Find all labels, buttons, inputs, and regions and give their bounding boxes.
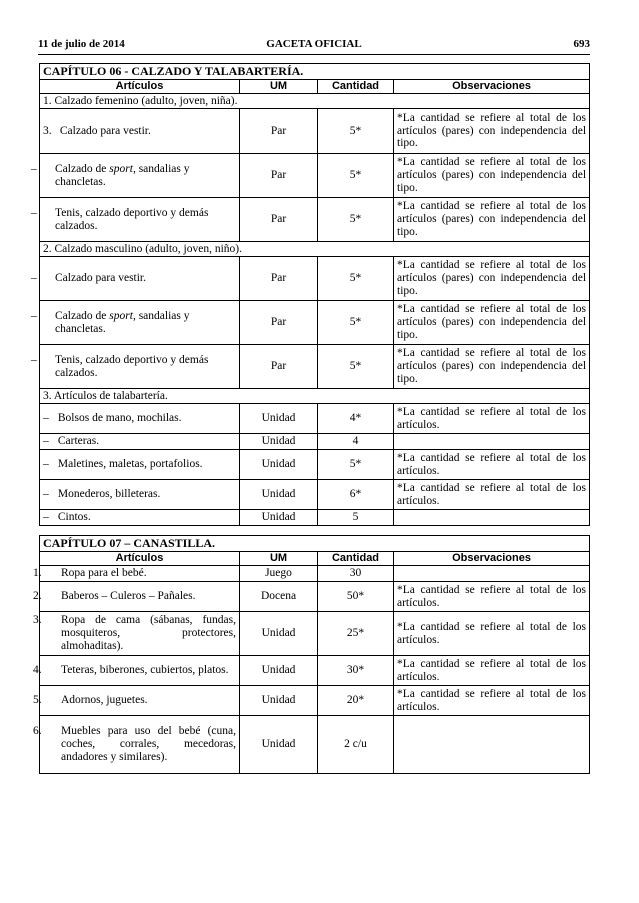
um-cell: Par xyxy=(240,301,318,345)
table-row xyxy=(40,582,590,612)
qty-cell: 5* xyxy=(318,154,394,198)
qty-cell: 5* xyxy=(318,345,394,389)
item-cell: – Tenis, calzado deportivo y demás calzados. xyxy=(40,345,240,389)
header-title: GACETA OFICIAL xyxy=(266,38,362,50)
table-row xyxy=(40,301,590,345)
item-cell: – Tenis, calzado deportivo y demás calzados. xyxy=(40,198,240,242)
table-row xyxy=(40,198,590,242)
qty-cell: 5* xyxy=(318,450,394,480)
col-header-observaciones: Observaciones xyxy=(394,80,590,94)
header-date: 11 de julio de 2014 xyxy=(38,38,125,50)
col-header-um: UM xyxy=(240,80,318,94)
item-cell: – Calzado para vestir. xyxy=(40,257,240,301)
table-row xyxy=(40,434,590,450)
qty-cell: 5* xyxy=(318,198,394,242)
obs-cell: *La cantidad se refiere al total de los artículos (pares) con independencia del tipo. xyxy=(394,257,590,301)
um-cell: Unidad xyxy=(240,450,318,480)
qty-cell: 30 xyxy=(318,566,394,582)
qty-cell: 4 xyxy=(318,434,394,450)
header-page-number: 693 xyxy=(573,38,590,50)
col-header-articulos: Artículos xyxy=(40,80,240,94)
obs-cell: *La cantidad se refiere al total de los artículos (pares) con independencia del tipo. xyxy=(394,109,590,154)
item-cell: – Carteras. xyxy=(40,434,240,450)
obs-cell xyxy=(394,434,590,450)
item-cell: 3. Calzado para vestir. xyxy=(40,109,240,154)
um-cell: Unidad xyxy=(240,510,318,526)
qty-cell: 5 xyxy=(318,510,394,526)
col-header-um: UM xyxy=(240,552,318,566)
um-cell: Par xyxy=(240,198,318,242)
item-cell: – Bolsos de mano, mochilas. xyxy=(40,404,240,434)
um-cell: Juego xyxy=(240,566,318,582)
item-cell: – Calzado de sport, sandalias y chancletas. xyxy=(40,154,240,198)
obs-cell: *La cantidad se refiere al total de los artículos. xyxy=(394,404,590,434)
um-cell: Unidad xyxy=(240,612,318,656)
obs-cell: *La cantidad se refiere al total de los artículos. xyxy=(394,450,590,480)
table-row xyxy=(40,510,590,526)
um-cell: Par xyxy=(240,257,318,301)
section-calzado-masculino: 2. Calzado masculino (adulto, joven, niño). xyxy=(40,242,590,257)
qty-cell: 50* xyxy=(318,582,394,612)
col-header-cantidad: Cantidad xyxy=(318,552,394,566)
obs-cell: *La cantidad se refiere al total de los artículos (pares) con independencia del tipo. xyxy=(394,154,590,198)
table-row xyxy=(40,257,590,301)
table-row xyxy=(40,566,590,582)
col-header-observaciones: Observaciones xyxy=(394,552,590,566)
chapter-06-title: CAPÍTULO 06 - CALZADO Y TALABARTERÍA. xyxy=(40,64,590,80)
qty-cell: 5* xyxy=(318,109,394,154)
obs-cell: *La cantidad se refiere al total de los artículos. xyxy=(394,582,590,612)
item-cell: 1. Ropa para el bebé. xyxy=(40,566,240,582)
item-cell: – Calzado de sport, sandalias y chancletas. xyxy=(40,301,240,345)
table-row xyxy=(40,345,590,389)
table-row xyxy=(40,612,590,656)
qty-cell: 4* xyxy=(318,404,394,434)
item-cell: 4. Teteras, biberones, cubiertos, platos. xyxy=(40,656,240,686)
obs-cell: *La cantidad se refiere al total de los artículos. xyxy=(394,656,590,686)
item-cell: 2. Baberos – Culeros – Pañales. xyxy=(40,582,240,612)
chapter-07-table xyxy=(33,535,590,774)
obs-cell: *La cantidad se refiere al total de los artículos (pares) con independencia del tipo. xyxy=(394,345,590,389)
page-header xyxy=(38,38,590,55)
chapter-06-table-block xyxy=(31,63,589,526)
qty-cell: 30* xyxy=(318,656,394,686)
item-cell: 6. Muebles para uso del bebé (cuna, coches, corrales, mecedoras, andadores y similares). xyxy=(40,716,240,774)
qty-cell: 20* xyxy=(318,686,394,716)
table-row xyxy=(40,109,590,154)
item-cell: 5. Adornos, juguetes. xyxy=(40,686,240,716)
table-row xyxy=(40,656,590,686)
obs-cell: *La cantidad se refiere al total de los artículos (pares) con independencia del tipo. xyxy=(394,198,590,242)
item-cell: – Maletines, maletas, portafolios. xyxy=(40,450,240,480)
um-cell: Unidad xyxy=(240,716,318,774)
um-cell: Par xyxy=(240,109,318,154)
qty-cell: 6* xyxy=(318,480,394,510)
obs-cell: *La cantidad se refiere al total de los artículos (pares) con independencia del tipo. xyxy=(394,301,590,345)
chapter-06-table xyxy=(31,63,590,526)
table-row xyxy=(40,480,590,510)
col-header-cantidad: Cantidad xyxy=(318,80,394,94)
um-cell: Par xyxy=(240,154,318,198)
obs-cell: *La cantidad se refiere al total de los artículos. xyxy=(394,480,590,510)
obs-cell xyxy=(394,510,590,526)
obs-cell xyxy=(394,566,590,582)
chapter-07-table-block xyxy=(33,535,589,774)
um-cell: Docena xyxy=(240,582,318,612)
qty-cell: 5* xyxy=(318,301,394,345)
um-cell: Unidad xyxy=(240,686,318,716)
obs-cell xyxy=(394,716,590,774)
table-row xyxy=(40,686,590,716)
table-row xyxy=(40,154,590,198)
chapter-07-title: CAPÍTULO 07 – CANASTILLA. xyxy=(40,536,590,552)
um-cell: Unidad xyxy=(240,480,318,510)
table-row xyxy=(40,404,590,434)
col-header-articulos: Artículos xyxy=(40,552,240,566)
table-row xyxy=(40,450,590,480)
item-cell: – Monederos, billeteras. xyxy=(40,480,240,510)
item-cell: 3. Ropa de cama (sábanas, fundas, mosquiteros, protectores, almohaditas). xyxy=(40,612,240,656)
table-row xyxy=(40,716,590,774)
um-cell: Unidad xyxy=(240,434,318,450)
section-talabarteria: 3. Artículos de talabartería. xyxy=(40,389,590,404)
item-cell: – Cintos. xyxy=(40,510,240,526)
qty-cell: 5* xyxy=(318,257,394,301)
qty-cell: 25* xyxy=(318,612,394,656)
obs-cell: *La cantidad se refiere al total de los artículos. xyxy=(394,612,590,656)
um-cell: Par xyxy=(240,345,318,389)
qty-cell: 2 c/u xyxy=(318,716,394,774)
section-calzado-femenino: 1. Calzado femenino (adulto, joven, niña). xyxy=(40,94,590,109)
obs-cell: *La cantidad se refiere al total de los artículos. xyxy=(394,686,590,716)
um-cell: Unidad xyxy=(240,656,318,686)
um-cell: Unidad xyxy=(240,404,318,434)
